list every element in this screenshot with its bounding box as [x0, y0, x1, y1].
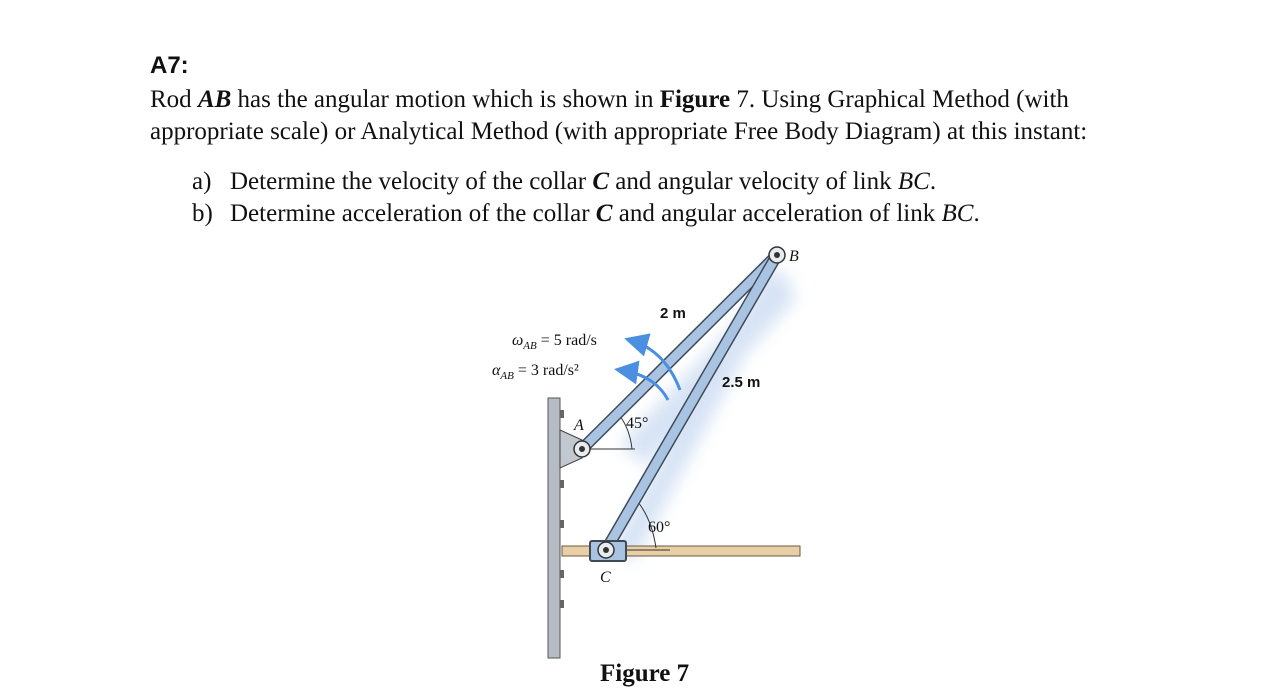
label-point-a: A	[574, 417, 584, 434]
problem-statement	[150, 84, 1160, 148]
link-name: BC	[897, 168, 930, 195]
label-length-ab: 2 m	[660, 305, 686, 322]
pin-a	[574, 441, 590, 457]
figure-7-diagram	[470, 230, 830, 660]
pin-b	[769, 247, 785, 263]
task-text: Determine acceleration of the collar	[230, 200, 596, 227]
task-label: b)	[192, 200, 213, 227]
figure-caption: Figure 7	[600, 660, 690, 687]
collar-name: C	[595, 200, 613, 227]
label-point-c: C	[600, 569, 611, 586]
statement-text-2: has the angular motion which is shown in	[231, 86, 660, 113]
pin-c	[598, 542, 614, 558]
task-text: and angular acceleration of link	[612, 200, 942, 227]
problem-heading: A7:	[150, 52, 189, 79]
label-angle-45: 45°	[626, 415, 649, 432]
statement-text-1: Rod	[150, 86, 198, 113]
task-label: a)	[192, 168, 212, 195]
task-text: Determine the velocity of the collar	[230, 168, 593, 195]
link-name: BC	[941, 200, 974, 227]
figure-reference: Figure	[659, 86, 731, 113]
task-text: and angular velocity of link	[609, 168, 898, 195]
label-point-b: B	[789, 248, 799, 265]
label-omega-ab: $\omega_{AB} = 5$ rad/s	[512, 332, 597, 352]
task-item-b: b) Determine acceleration of the collar C and angular acceleration of link BC.	[192, 198, 980, 230]
task-list	[192, 166, 980, 230]
task-item-a: a) Determine the velocity of the collar C and angular velocity of link BC.	[192, 166, 980, 198]
rod-shading	[610, 260, 795, 560]
statement-text-3: 7. Using Graphical Method (with appropriate scale) or Analytical Method (with appropriate Free Body Diagram) at this instant:	[150, 86, 1088, 145]
collar-name: C	[592, 168, 610, 195]
label-length-bc: 2.5 m	[722, 374, 761, 391]
label-angle-60: 60°	[648, 519, 671, 536]
rod-name: AB	[197, 86, 232, 113]
label-alpha-ab: $\alpha_{AB} = 3$ rad/s²	[492, 362, 579, 382]
